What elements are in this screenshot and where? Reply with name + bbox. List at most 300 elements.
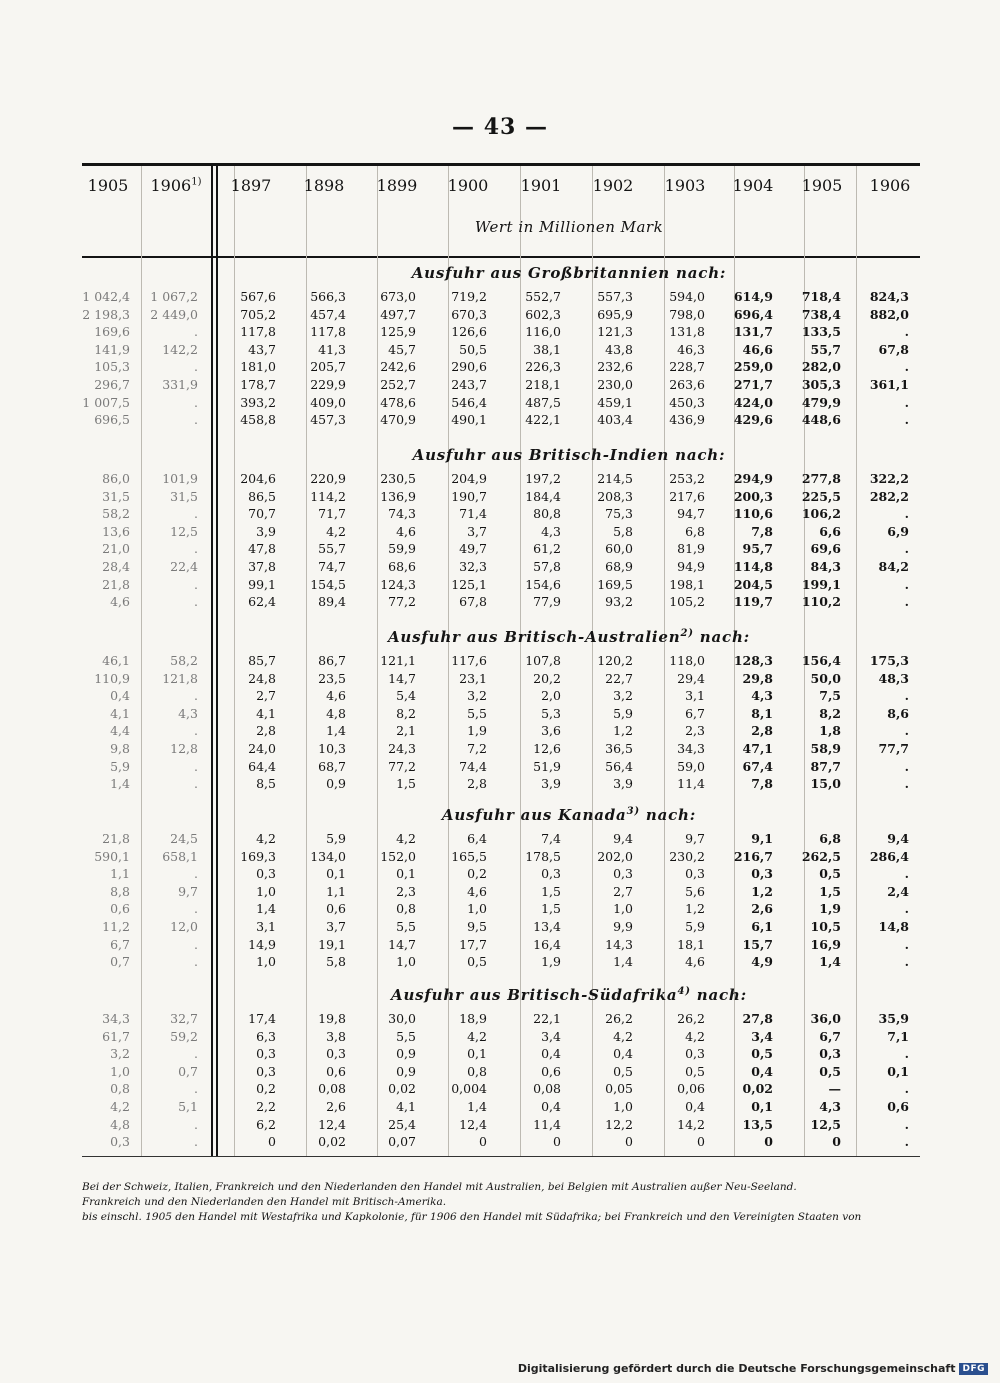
table-cell: 2,7: [256, 688, 276, 704]
table-cell: 0,02: [318, 1134, 346, 1150]
table-cell: .: [904, 954, 909, 970]
table-cell: .: [904, 1134, 909, 1150]
table-cell: 393,2: [240, 394, 276, 410]
table-cell: 152,0: [380, 848, 416, 864]
table-cell: 2,8: [256, 723, 276, 739]
header-year: [367, 176, 427, 195]
table-cell: 10,5: [810, 919, 841, 934]
header-year: [655, 176, 715, 195]
header-year: [792, 176, 852, 195]
table-cell: 7,1: [887, 1028, 909, 1044]
table-cell: 77,2: [388, 594, 416, 610]
table-cell: 165,5: [451, 848, 487, 864]
table-cell: 128,3: [733, 653, 773, 668]
table-row: [0, 359, 1000, 376]
table-cell: 1,2: [751, 883, 773, 899]
table-row: [0, 866, 1000, 883]
table-cell: 178,7: [240, 377, 276, 392]
table-cell: 0,7: [178, 1063, 198, 1079]
table-cell: 1,4: [819, 954, 841, 970]
table-cell: 1,2: [685, 901, 705, 917]
table-cell: 0,9: [326, 776, 346, 792]
header-year: [221, 176, 281, 195]
table-cell: .: [194, 324, 198, 340]
table-cell: 1,4: [613, 954, 633, 970]
table-row: [0, 471, 1000, 488]
table-cell: 87,7: [810, 758, 841, 774]
table-cell: 2,4: [887, 883, 909, 899]
table-cell: 6,4: [467, 831, 487, 846]
table-cell: 67,8: [878, 341, 909, 357]
table-cell: 552,7: [525, 289, 561, 304]
table-cell: 658,1: [162, 848, 198, 864]
table-row: [0, 671, 1000, 688]
table-cell: 2 449,0: [150, 306, 198, 322]
table-cell: 220,9: [310, 471, 346, 486]
table-cell: 131,8: [669, 324, 705, 340]
table-cell: 695,9: [597, 306, 633, 322]
page-number: — 43 —: [452, 114, 548, 140]
table-cell: 5,5: [396, 1028, 416, 1044]
table-cell: 403,4: [597, 412, 633, 428]
table-cell: 0,004: [451, 1081, 487, 1097]
table-cell: 17,4: [248, 1011, 276, 1026]
table-cell: .: [194, 1116, 198, 1132]
table-cell: 2,0: [541, 688, 561, 704]
table-cell: 3,4: [541, 1028, 561, 1044]
table-cell: 9,4: [613, 831, 633, 846]
table-cell: 12,6: [533, 741, 561, 756]
table-cell: 1,1: [326, 883, 346, 899]
header-year: [723, 176, 783, 195]
table-cell: 226,3: [525, 359, 561, 375]
table-cell: 58,9: [810, 741, 841, 756]
table-cell: 4,2: [326, 523, 346, 539]
table-cell: 214,5: [597, 471, 633, 486]
table-cell: 6,2: [256, 1116, 276, 1132]
table-cell: 77,2: [388, 758, 416, 774]
table-cell: 154,5: [310, 576, 346, 592]
table-cell: 0,2: [256, 1081, 276, 1097]
table-cell: 0,02: [388, 1081, 416, 1097]
table-row: [0, 723, 1000, 740]
table-cell: 0,5: [613, 1063, 633, 1079]
table-cell: .: [194, 688, 198, 704]
table-cell: 26,2: [677, 1011, 705, 1026]
table-cell: 169,6: [94, 324, 130, 340]
table-cell: .: [904, 1116, 909, 1132]
table-cell: 0,1: [396, 866, 416, 882]
table-cell: 2,6: [751, 901, 773, 917]
table-cell: 64,4: [248, 758, 276, 774]
table-cell: 459,1: [597, 394, 633, 410]
table-row: [0, 706, 1000, 723]
table-top-rule: [82, 163, 920, 166]
table-cell: .: [904, 688, 909, 704]
table-cell: 25,4: [388, 1116, 416, 1132]
table-cell: .: [194, 412, 198, 428]
table-cell: .: [904, 723, 909, 739]
table-cell: 0,3: [751, 866, 773, 882]
table-cell: 198,1: [669, 576, 705, 592]
table-cell: 1,9: [541, 954, 561, 970]
table-cell: .: [904, 412, 909, 428]
table-cell: 77,7: [878, 741, 909, 756]
table-cell: 14,9: [248, 936, 276, 952]
table-cell: 202,0: [597, 848, 633, 864]
table-cell: 429,6: [733, 412, 773, 428]
table-cell: 2 198,3: [82, 306, 130, 322]
table-cell: 3,7: [326, 919, 346, 934]
table-cell: 5,8: [613, 523, 633, 539]
table-cell: 43,8: [605, 341, 633, 357]
table-cell: 131,7: [733, 324, 773, 340]
table-cell: 49,7: [459, 541, 487, 557]
table-cell: 0,3: [326, 1046, 346, 1062]
table-cell: 120,2: [597, 653, 633, 668]
table-row: [0, 937, 1000, 954]
table-cell: 12,5: [170, 523, 198, 539]
table-cell: 331,9: [162, 377, 198, 392]
table-cell: 84,3: [810, 559, 841, 574]
table-cell: 4,3: [541, 523, 561, 539]
table-cell: 0,4: [685, 1099, 705, 1114]
table-cell: 31,5: [170, 488, 198, 504]
table-cell: 670,3: [451, 306, 487, 322]
table-cell: 0,3: [613, 866, 633, 882]
table-cell: 156,4: [801, 653, 841, 668]
table-cell: .: [194, 1134, 198, 1150]
table-cell: 0,1: [326, 866, 346, 882]
table-cell: 8,5: [256, 776, 276, 792]
table-cell: 34,3: [102, 1011, 130, 1026]
table-cell: 1 007,5: [82, 394, 130, 410]
table-cell: 5,9: [613, 705, 633, 721]
table-cell: 0,6: [110, 901, 130, 917]
table-cell: 24,0: [248, 741, 276, 756]
table-cell: 2,1: [396, 723, 416, 739]
table-cell: 29,4: [677, 670, 705, 686]
table-row: [0, 577, 1000, 594]
table-cell: 125,9: [380, 324, 416, 340]
table-cell: 89,4: [318, 594, 346, 610]
table-cell: 7,4: [541, 831, 561, 846]
table-cell: 566,3: [310, 289, 346, 304]
table-cell: 7,5: [819, 688, 841, 704]
header-year-label: 1898: [303, 176, 345, 195]
table-cell: 117,8: [310, 324, 346, 340]
section-title-suffix: nach:: [693, 628, 750, 646]
header-year-label: 1899: [376, 176, 418, 195]
table-cell: 6,3: [256, 1028, 276, 1044]
table-cell: 228,7: [669, 359, 705, 375]
table-cell: 478,6: [380, 394, 416, 410]
table-cell: 11,4: [677, 776, 705, 792]
table-cell: .: [904, 576, 909, 592]
table-cell: 4,2: [685, 1028, 705, 1044]
table-cell: 84,2: [878, 559, 909, 574]
table-cell: 61,2: [533, 541, 561, 557]
table-cell: .: [904, 866, 909, 882]
table-cell: 199,1: [801, 576, 841, 592]
table-cell: 19,1: [318, 936, 346, 952]
table-cell: 230,5: [380, 471, 416, 486]
table-cell: 1,1: [110, 866, 130, 882]
header-year: [583, 176, 643, 195]
header-year: [860, 176, 920, 195]
table-cell: 204,9: [451, 471, 487, 486]
table-cell: 38,1: [533, 341, 561, 357]
table-cell: 0,3: [541, 866, 561, 882]
table-cell: 242,6: [380, 359, 416, 375]
table-cell: 243,7: [451, 377, 487, 392]
table-cell: 75,3: [605, 506, 633, 522]
table-cell: .: [194, 866, 198, 882]
table-cell: 68,6: [388, 559, 416, 574]
table-cell: 22,4: [170, 559, 198, 574]
header-year-label: 1897: [230, 176, 272, 195]
table-cell: 95,7: [742, 541, 773, 557]
table-cell: 67,8: [459, 594, 487, 610]
table-cell: 0: [268, 1134, 276, 1150]
table-cell: 6,8: [685, 523, 705, 539]
table-cell: 1,5: [819, 883, 841, 899]
table-cell: 46,6: [742, 341, 773, 357]
table-cell: 4,2: [256, 831, 276, 846]
table-cell: 18,9: [459, 1011, 487, 1026]
table-cell: .: [194, 758, 198, 774]
table-cell: 0,08: [533, 1081, 561, 1097]
table-cell: 86,5: [248, 488, 276, 504]
table-cell: 0,2: [467, 866, 487, 882]
table-cell: 5,4: [396, 688, 416, 704]
table-cell: 3,8: [326, 1028, 346, 1044]
table-cell: 567,6: [240, 289, 276, 304]
table-row: [0, 506, 1000, 523]
table-cell: 602,3: [525, 306, 561, 322]
header-year-label: 1906: [150, 176, 192, 195]
table-cell: 71,4: [459, 506, 487, 522]
table-cell: 3,1: [685, 688, 705, 704]
table-cell: 46,1: [102, 653, 130, 668]
table-row: [0, 1029, 1000, 1046]
table-cell: 101,9: [162, 471, 198, 486]
table-cell: 16,9: [810, 936, 841, 952]
table-cell: 58,2: [170, 653, 198, 668]
table-cell: 696,4: [733, 306, 773, 322]
table-cell: 4,3: [819, 1099, 841, 1114]
table-cell: 205,7: [310, 359, 346, 375]
table-cell: 4,6: [396, 523, 416, 539]
table-row: [0, 1064, 1000, 1081]
table-cell: 6,7: [819, 1028, 841, 1044]
table-cell: 0,3: [110, 1134, 130, 1150]
table-cell: 59,0: [677, 758, 705, 774]
table-cell: 0,4: [751, 1063, 773, 1079]
table-cell: 34,3: [677, 741, 705, 756]
table-cell: 13,5: [742, 1116, 773, 1132]
table-cell: 19,8: [318, 1011, 346, 1026]
table-cell: 448,6: [801, 412, 841, 428]
table-cell: —: [828, 1081, 841, 1097]
table-row: [0, 395, 1000, 412]
table-cell: .: [904, 1081, 909, 1097]
table-cell: 1,4: [256, 901, 276, 917]
table-cell: 296,7: [94, 377, 130, 392]
table-row: [0, 1117, 1000, 1134]
header-year: [511, 176, 571, 195]
table-cell: 67,4: [742, 758, 773, 774]
table-cell: 294,9: [733, 471, 773, 486]
table-cell: 1,0: [256, 883, 276, 899]
table-cell: 4,8: [326, 705, 346, 721]
table-cell: 175,3: [869, 653, 909, 668]
table-cell: 0,4: [613, 1046, 633, 1062]
table-cell: 4,1: [110, 705, 130, 721]
table-row: [0, 831, 1000, 848]
table-cell: 0,1: [887, 1063, 909, 1079]
section-title: [219, 446, 919, 464]
table-cell: .: [194, 776, 198, 792]
table-row: [0, 342, 1000, 359]
table-cell: 0,6: [326, 1063, 346, 1079]
table-cell: 590,1: [94, 848, 130, 864]
table-cell: 409,0: [310, 394, 346, 410]
table-cell: 47,1: [742, 741, 773, 756]
table-cell: 4,2: [396, 831, 416, 846]
table-cell: 424,0: [733, 394, 773, 410]
table-cell: 0,8: [110, 1081, 130, 1097]
table-cell: 181,0: [240, 359, 276, 375]
table-cell: 1,9: [467, 723, 487, 739]
table-cell: 70,7: [248, 506, 276, 522]
table-cell: 37,8: [248, 559, 276, 574]
table-cell: .: [904, 506, 909, 522]
table-cell: 30,0: [388, 1011, 416, 1026]
table-cell: 43,7: [248, 341, 276, 357]
table-cell: 2,8: [751, 723, 773, 739]
table-cell: 12,2: [605, 1116, 633, 1132]
header-year-label: 1900: [447, 176, 489, 195]
table-cell: 557,3: [597, 289, 633, 304]
table-row: [0, 412, 1000, 429]
table-row: [0, 289, 1000, 306]
table-cell: 93,2: [605, 594, 633, 610]
table-cell: 487,5: [525, 394, 561, 410]
table-cell: 0,1: [467, 1046, 487, 1062]
section-title-suffix: nach:: [639, 806, 697, 824]
table-cell: 204,5: [733, 576, 773, 592]
table-cell: 718,4: [801, 289, 841, 304]
table-cell: 14,7: [388, 670, 416, 686]
table-cell: 57,8: [533, 559, 561, 574]
table-cell: 0,3: [685, 866, 705, 882]
table-cell: 798,0: [669, 306, 705, 322]
table-row: [0, 594, 1000, 611]
table-cell: 2,8: [467, 776, 487, 792]
table-cell: 277,8: [801, 471, 841, 486]
table-cell: 1,2: [613, 723, 633, 739]
table-cell: 5,5: [396, 919, 416, 934]
header-year: [438, 176, 498, 195]
table-cell: 110,2: [801, 594, 841, 610]
table-cell: 1,5: [396, 776, 416, 792]
footnote-marker: 3): [626, 806, 640, 817]
table-cell: 22,1: [533, 1011, 561, 1026]
table-cell: 0,07: [388, 1134, 416, 1150]
table-cell: 119,7: [733, 594, 773, 610]
table-cell: 86,7: [318, 653, 346, 668]
table-cell: 0,9: [396, 1046, 416, 1062]
table-row: [0, 524, 1000, 541]
table-cell: 46,3: [677, 341, 705, 357]
table-cell: 5,6: [685, 883, 705, 899]
section-title-text: Ausfuhr aus Britisch-Südafrika: [391, 986, 678, 1004]
section-title: [219, 986, 919, 1004]
table-cell: 422,1: [525, 412, 561, 428]
table-cell: .: [904, 324, 909, 340]
table-cell: 594,0: [669, 289, 705, 304]
table-row: [0, 954, 1000, 971]
table-cell: 673,0: [380, 289, 416, 304]
table-cell: 0,6: [326, 901, 346, 917]
table-cell: 1,5: [541, 901, 561, 917]
table-cell: 225,5: [801, 488, 841, 504]
table-cell: 232,6: [597, 359, 633, 375]
table-cell: 5,9: [685, 919, 705, 934]
table-cell: 0,1: [751, 1099, 773, 1114]
table-cell: 322,2: [869, 471, 909, 486]
table-cell: 61,7: [102, 1028, 130, 1044]
table-cell: 5,8: [326, 954, 346, 970]
table-row: [0, 1081, 1000, 1098]
table-cell: 262,5: [801, 848, 841, 864]
table-cell: .: [904, 936, 909, 952]
table-cell: 470,9: [380, 412, 416, 428]
dfg-logo: DFG: [959, 1363, 988, 1375]
table-cell: 2,7: [613, 883, 633, 899]
table-cell: 71,7: [318, 506, 346, 522]
table-cell: 126,6: [451, 324, 487, 340]
table-cell: 26,2: [605, 1011, 633, 1026]
table-cell: 22,7: [605, 670, 633, 686]
table-cell: 2,2: [256, 1099, 276, 1114]
table-cell: 0: [479, 1134, 487, 1150]
table-cell: .: [904, 394, 909, 410]
table-cell: 4,2: [613, 1028, 633, 1044]
table-row: [0, 1099, 1000, 1116]
table-cell: 81,9: [677, 541, 705, 557]
table-cell: 169,5: [597, 576, 633, 592]
table-cell: 497,7: [380, 306, 416, 322]
table-cell: 546,4: [451, 394, 487, 410]
table-cell: 77,9: [533, 594, 561, 610]
table-cell: 490,1: [451, 412, 487, 428]
table-cell: 86,0: [102, 471, 130, 486]
table-cell: 121,8: [162, 670, 198, 686]
table-cell: 110,9: [94, 670, 130, 686]
table-cell: 121,3: [597, 324, 633, 340]
table-cell: 7,2: [467, 741, 487, 756]
table-cell: 118,0: [669, 653, 705, 668]
table-cell: 20,2: [533, 670, 561, 686]
table-cell: 4,2: [467, 1028, 487, 1044]
table-cell: 3,7: [467, 523, 487, 539]
table-cell: 229,9: [310, 377, 346, 392]
table-cell: 69,6: [810, 541, 841, 557]
table-cell: .: [194, 541, 198, 557]
table-cell: 0,4: [110, 688, 130, 704]
